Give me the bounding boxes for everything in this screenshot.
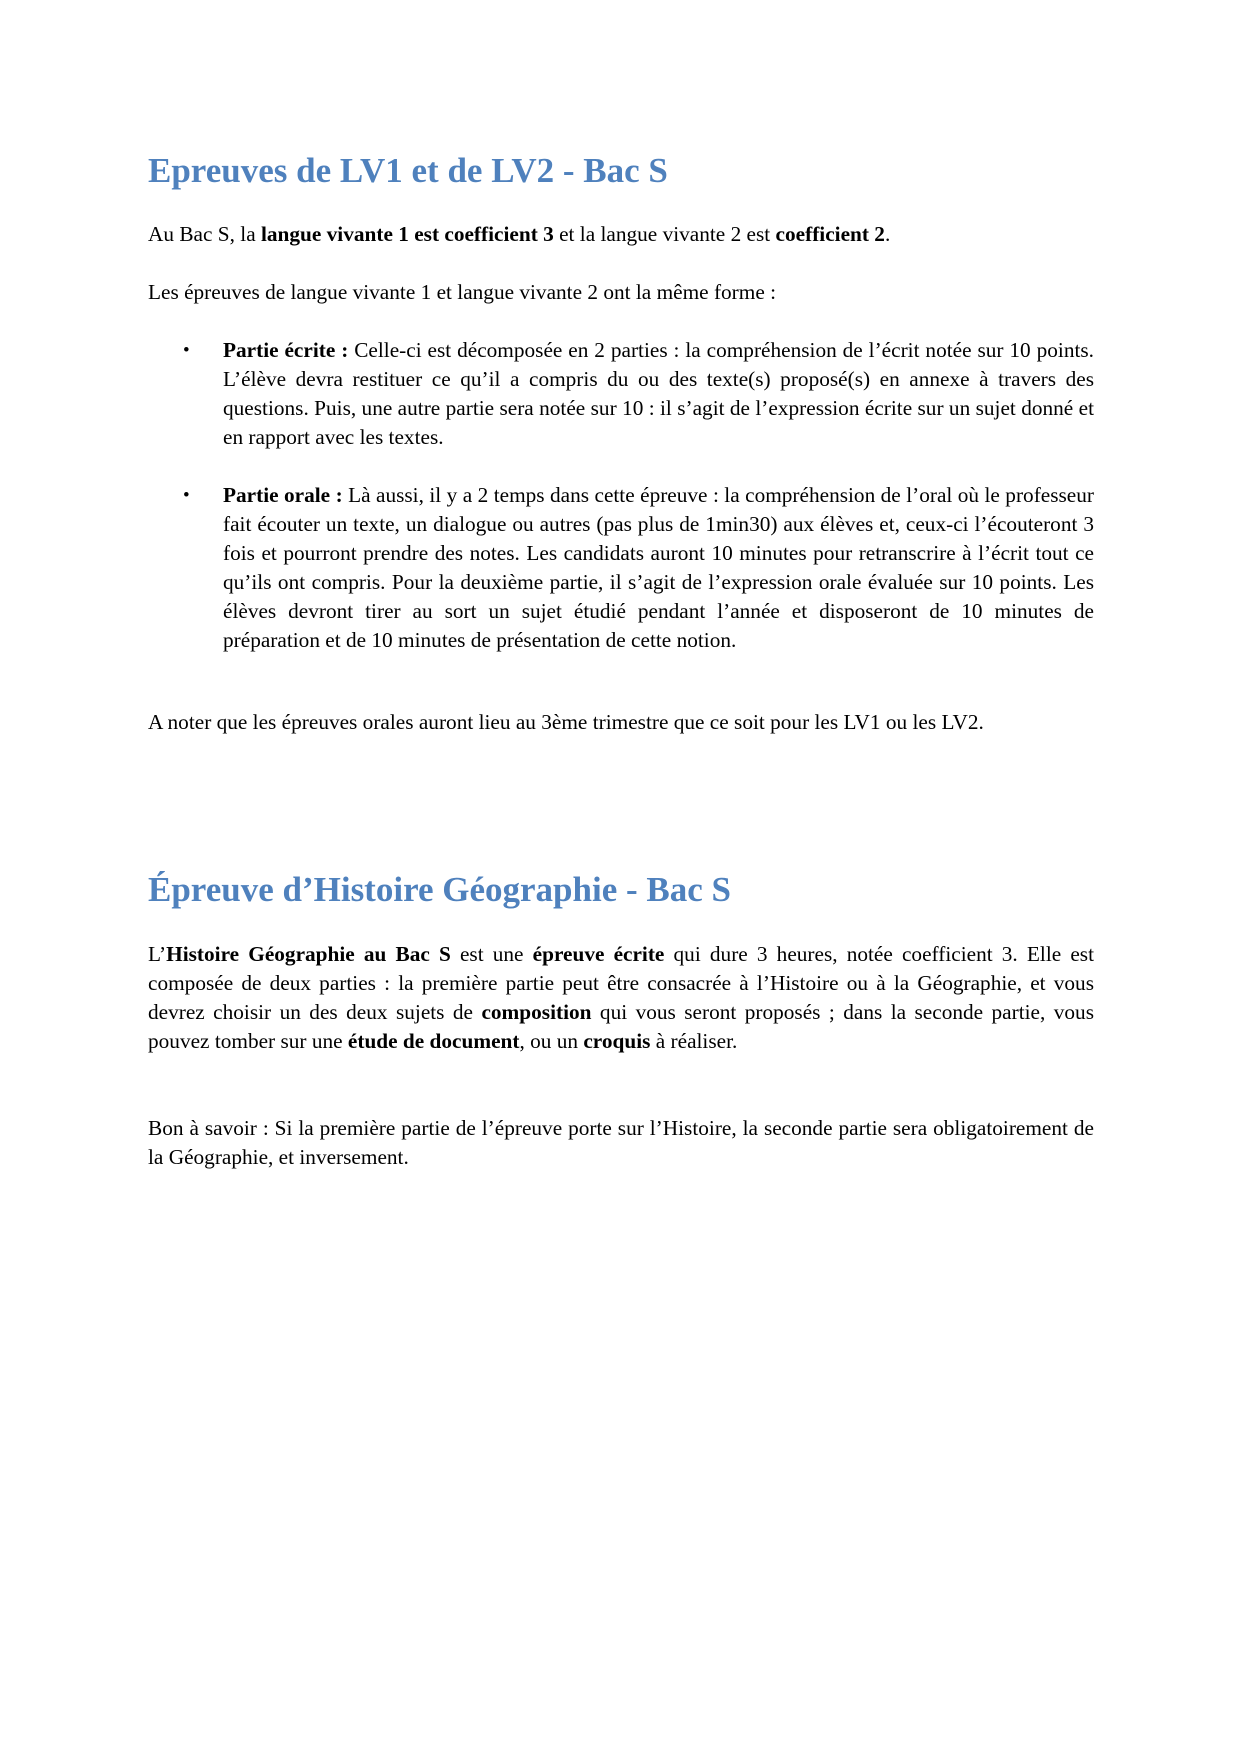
desc-bold-1: Histoire Géographie au Bac S: [166, 942, 451, 966]
desc-bold-4: étude de document: [347, 1029, 520, 1053]
bullet-label-oral: Partie orale :: [223, 483, 343, 507]
section-2-description: [148, 940, 1094, 1056]
section-1-title: Epreuves de LV1 et de LV2 - Bac S: [148, 151, 668, 190]
bullet-text-written: Celle-ci est décomposée en 2 parties : la compréhension de l’écrit notée sur 10 points. L’élève devra restituer ce qu’il a compris du ou des texte(s) proposé(s) en annexe à travers des questions. Puis, une autre partie sera notée sur 10 : il s’agit de l’expression écrite sur un sujet donné et en rapport avec les textes.: [223, 338, 1094, 449]
intro-bold-1: langue vivante 1 est coefficient 3: [260, 222, 554, 246]
desc-text-6: à réaliser.: [650, 1029, 738, 1053]
bullet-icon: •: [183, 485, 190, 506]
bullet-text-oral: Là aussi, il y a 2 temps dans cette épreuve : la compréhension de l’oral où le professeur fait écouter un texte, un dialogue ou autres (pas plus de 1min30) aux élèves et, ceux-ci l’écouteront 3 fois et pourront prendre des notes. Les candidats auront 10 minutes pour retranscrire à l’écrit tout ce qu’ils ont compris. Pour la deuxième partie, il s’agit de l’expression orale évaluée sur 10 points. Les élèves devront tirer au sort un sujet étudié pendant l’année et disposeront de 10 minutes de préparation et de 10 minutes de présentation de cette notion.: [223, 483, 1095, 652]
bullet-label-written: Partie écrite :: [223, 338, 349, 362]
bullet-icon: •: [183, 340, 190, 361]
section-1-form-paragraph: Les épreuves de langue vivante 1 et langue vivante 2 ont la même forme :: [148, 280, 777, 304]
section-2-tip: Bon à savoir : Si la première partie de l’épreuve porte sur l’Histoire, la seconde partie sera obligatoirement de la Géographie, et inversement.: [148, 1116, 1094, 1169]
desc-text-2: est une: [450, 942, 533, 966]
intro-text-2: et la langue vivante 2 est: [553, 222, 776, 246]
desc-bold-2: épreuve écrite: [532, 942, 665, 966]
section-2-title: Épreuve d’Histoire Géographie - Bac S: [148, 870, 731, 909]
desc-text-3: qui dure 3 heures, notée coefficient 3. Elle est composée de deux parties : la première partie peut être consacrée à l’Histoire ou à la Géographie, et vous devrez choisir un des deux sujets de: [148, 942, 1094, 1024]
bullet-item-written: [183, 336, 1094, 452]
intro-text-3: .: [884, 222, 891, 246]
desc-bold-5: croquis: [583, 1029, 651, 1053]
intro-bold-2: coefficient 2: [775, 222, 885, 246]
section-1-intro: [148, 220, 1094, 249]
intro-text-1: Au Bac S, la: [148, 222, 261, 246]
bullet-item-oral: [183, 481, 1095, 655]
desc-text-4: qui vous seront proposés ; dans la seconde partie, vous pouvez tomber sur une: [148, 1000, 1094, 1053]
section-1-note: A noter que les épreuves orales auront lieu au 3ème trimestre que ce soit pour les LV1 ou les LV2.: [148, 710, 984, 734]
desc-bold-3: composition: [481, 1000, 592, 1024]
desc-text-1: L’: [148, 942, 167, 966]
desc-text-5: , ou un: [519, 1029, 584, 1053]
